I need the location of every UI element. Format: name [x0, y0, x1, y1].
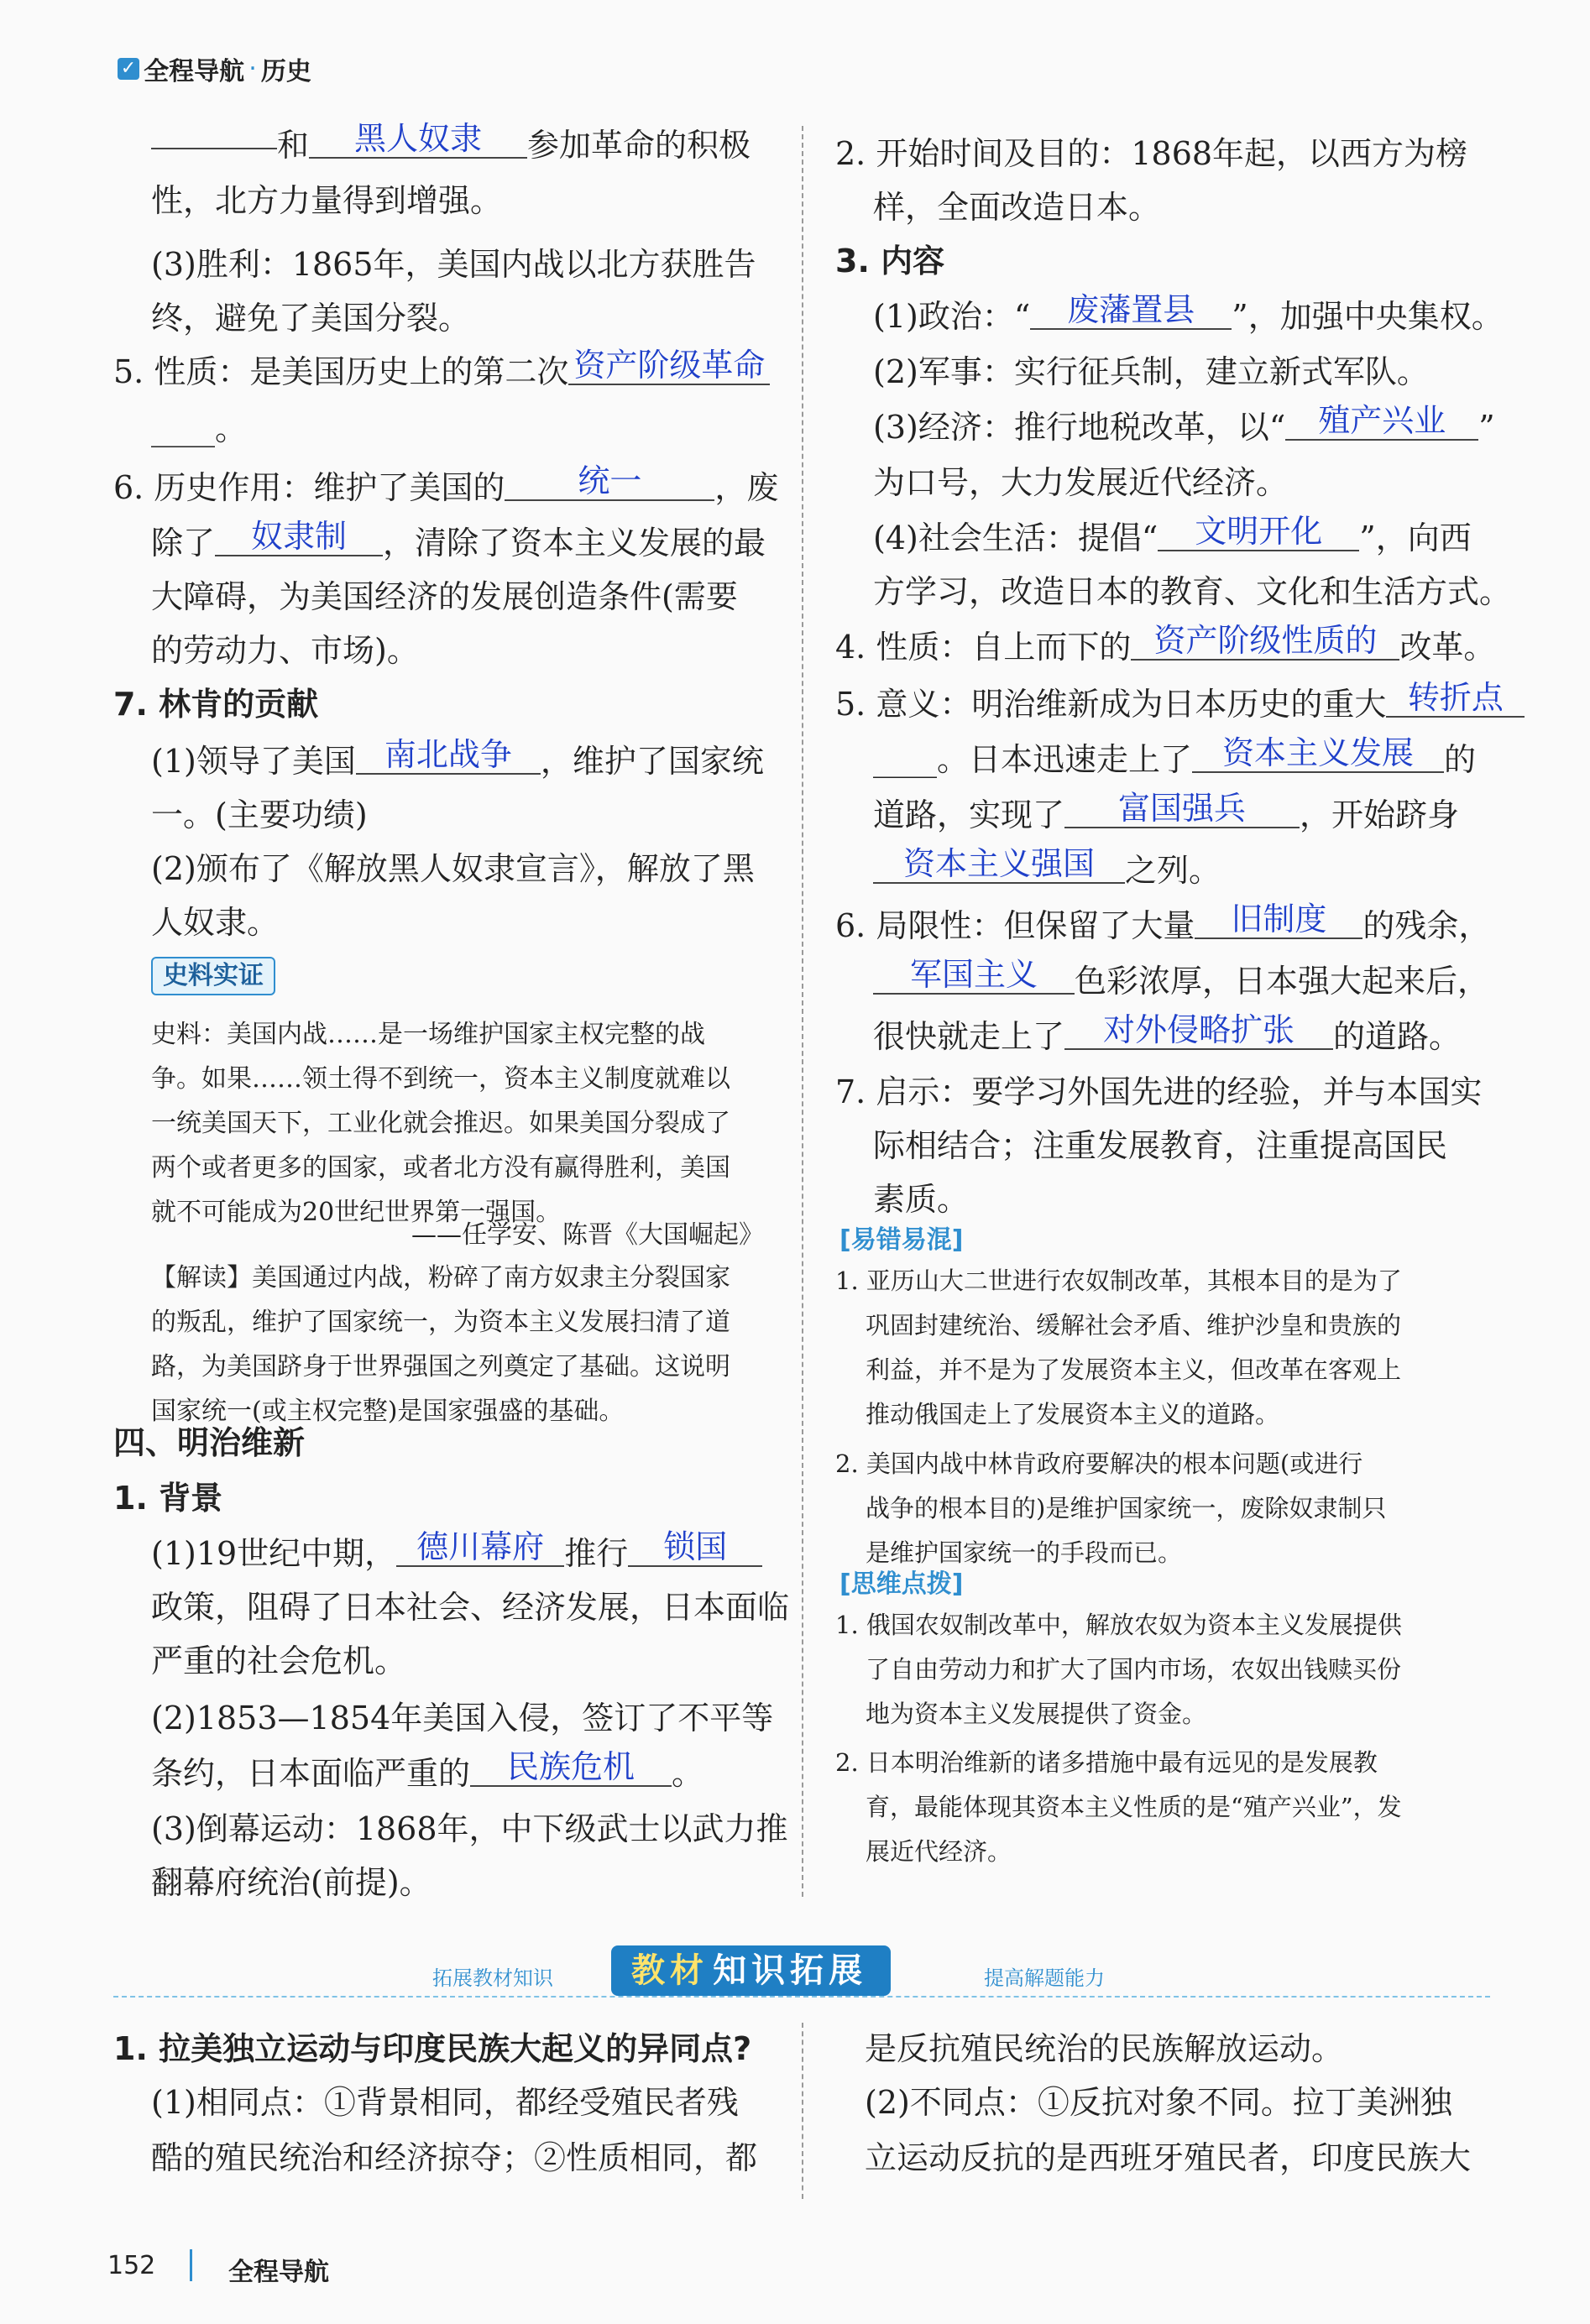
- check-icon: ✓: [118, 58, 139, 80]
- header: [118, 50, 311, 87]
- left-line-14: (2)颁布了《解放黑人奴隶宣言》，解放了黑: [151, 850, 755, 887]
- note-line: 1. 俄国农奴制改革中，解放农奴为资本主义发展提供: [835, 1611, 1402, 1639]
- left-line-15: 人奴隶。: [151, 904, 280, 941]
- right-line-17: 很快就走上了 对外侵略扩张 的道路。: [873, 1011, 1462, 1055]
- bottom-question: 1. 拉美独立运动与印度民族大起义的异同点?: [113, 2030, 752, 2067]
- right-line-13: 道路，实现了 富国强兵 ，开始跻身: [873, 790, 1460, 833]
- note-line: 了自由劳动力和扩大了国内市场，农奴出钱赎买份: [866, 1655, 1402, 1684]
- left-line-4: 终，避免了美国分裂。: [151, 300, 471, 337]
- right-line-10: 4. 性质：自上而下的 资产阶级性质的 改革。: [835, 622, 1496, 666]
- right-line-12: ____。日本迅速走上了 资本主义发展 的: [873, 734, 1477, 778]
- left-line-10: 的劳动力、市场)。: [151, 632, 419, 669]
- answer-blank: 旧制度: [1195, 901, 1362, 939]
- mistakes-2: [835, 1442, 1386, 1575]
- banner-left-text: 拓展教材知识: [432, 1966, 553, 1990]
- left-line-6: ____。: [151, 410, 248, 447]
- left-b6: (3)倒幕运动：1868年，中下级武士以武力推: [151, 1810, 788, 1847]
- note-line: 是维护国家统一的手段而已。: [866, 1538, 1183, 1567]
- source-badge: 史料实证: [151, 957, 275, 995]
- column-divider: [802, 126, 803, 1897]
- source-text: [151, 1012, 730, 1235]
- right-line-15: 6. 局限性：但保留了大量 旧制度 的残余，: [835, 901, 1491, 944]
- note-line: 1. 亚历山大二世进行农奴制改革，其根本目的是为了: [835, 1266, 1402, 1295]
- note-line: 巩固封建统治、缓解社会矛盾、维护沙皇和贵族的: [866, 1311, 1402, 1340]
- footer-divider: [190, 2249, 192, 2281]
- source-line: 史料：美国内战……是一场维护国家主权完整的战: [151, 1020, 705, 1049]
- bottom-right-1: 是反抗殖民统治的民族解放运动。: [865, 2030, 1344, 2067]
- answer-blank: 资产阶级性质的: [1131, 622, 1399, 661]
- answer-blank: 资本主义强国: [873, 845, 1125, 884]
- banner-dashline: [113, 1996, 1490, 1998]
- right-line-9: 方学习，改造日本的教育、文化和生活方式。: [873, 573, 1512, 610]
- answer-blank: 转折点: [1386, 679, 1525, 718]
- left-line-9: 大障碍，为美国经济的发展创造条件(需要: [151, 578, 738, 615]
- source-line: 争。如果……领土得不到统一，资本主义制度就难以: [151, 1064, 730, 1094]
- right-line-7: 为口号，大力发展近代经济。: [873, 464, 1289, 501]
- left-b2: 政策，阻碍了日本社会、经济发展，日本面临: [151, 1589, 790, 1626]
- header-dot: ·: [248, 54, 257, 84]
- bottom-right-3: 立运动反抗的是西班牙殖民者，印度民族大: [865, 2139, 1472, 2176]
- left-line-13: 一。(主要功绩): [151, 796, 368, 833]
- right-line-11: 5. 意义：明治维新成为日本历史的重大 转折点: [835, 676, 1525, 732]
- left-line-8: 除了 奴隶制 ，清除了资本主义发展的最: [151, 518, 766, 561]
- left-line-5: 5. 性质：是美国历史上的第二次 资产阶级革命: [113, 344, 770, 400]
- tag-thinking-tips: [思维点拨]: [839, 1569, 964, 1599]
- left-b3: 严重的社会危机。: [151, 1642, 407, 1679]
- right-line-6: (3)经济：推行地税改革，以“ 殖产兴业 ”: [873, 402, 1495, 446]
- header-title: 全程导航: [144, 57, 245, 86]
- answer-blank: 资产阶级革命: [568, 347, 770, 385]
- right-line-14: 资本主义强国 之列。: [873, 843, 1221, 898]
- section-heading-meiji: 四、明治维新: [113, 1424, 306, 1461]
- right-line-1: 2. 开始时间及目的：1868年起，以西方为榜: [835, 135, 1468, 172]
- page-number: 152: [107, 2251, 156, 2280]
- source-line: 一统美国天下，工业化就会推迟。如果美国分裂成了: [151, 1109, 730, 1138]
- answer-blank: 奴隶制: [215, 518, 383, 556]
- left-line-11: 7. 林肯的贡献: [113, 686, 319, 723]
- answer-blank: 军国主义: [873, 956, 1075, 995]
- right-line-18: 7. 启示：要学习外国先进的经验，并与本国实: [835, 1073, 1483, 1110]
- left-b5: 条约，日本面临严重的 民族危机 。: [151, 1748, 704, 1792]
- mistakes-1: [835, 1259, 1402, 1437]
- left-b7: 翻幕府统治(前提)。: [151, 1864, 431, 1901]
- footer-title: 全程导航: [228, 2258, 329, 2287]
- right-line-2: 样，全面改造日本。: [873, 189, 1161, 226]
- interp-line: 路，为美国跻身于世界强国之列奠定了基础。这说明: [151, 1352, 730, 1381]
- note-line: 育，最能体现其资本主义性质的是“殖产兴业”，发: [866, 1793, 1402, 1821]
- left-line-1: 和 黑人奴隶 参加革命的积极: [151, 118, 751, 173]
- note-line: 利益，并不是为了发展资本主义，但改革在客观上: [866, 1355, 1402, 1384]
- bottom-left-2: 酷的殖民统治和经济掠夺；②性质相同，都: [151, 2139, 758, 2176]
- right-line-20: 素质。: [873, 1181, 970, 1218]
- tips-2: [835, 1741, 1402, 1874]
- left-b4: (2)1853—1854年美国入侵，签订了不平等: [151, 1700, 774, 1736]
- note-line: 地为资本主义发展提供了资金。: [866, 1700, 1207, 1728]
- interp-line: 【解读】美国通过内战，粉碎了南方奴隶主分裂国家: [151, 1263, 730, 1293]
- bottom-left-1: (1)相同点：①背景相同，都经受殖民者残: [151, 2084, 739, 2121]
- answer-blank: 锁国: [628, 1528, 762, 1567]
- interpretation: [151, 1256, 730, 1434]
- right-line-3: 3. 内容: [835, 243, 945, 279]
- tag-easy-mistakes: [易错易混]: [839, 1225, 964, 1255]
- right-line-8: (4)社会生活：提倡“ 文明开化 ”，向西: [873, 513, 1472, 556]
- right-line-16: 军国主义 色彩浓厚，日本强大起来后，: [873, 953, 1489, 1009]
- tips-1: [835, 1603, 1402, 1736]
- answer-blank: 富国强兵: [1064, 790, 1300, 828]
- note-line: 战争的根本目的)是维护国家统一，废除奴隶制只: [866, 1494, 1387, 1522]
- right-line-5: (2)军事：实行征兵制，建立新式军队。: [873, 353, 1429, 390]
- answer-blank: 对外侵略扩张: [1064, 1011, 1333, 1050]
- answer-blank: 废藩置县: [1030, 291, 1232, 330]
- section-banner: 教材 知识拓展: [611, 1945, 891, 1996]
- answer-blank: 文明开化: [1158, 513, 1359, 551]
- answer-blank: 殖产兴业: [1285, 402, 1478, 441]
- left-line-7: 6. 历史作用：维护了美国的 统一 ，废: [113, 462, 779, 506]
- note-line: 展近代经济。: [866, 1837, 1012, 1866]
- note-line: 2. 日本明治维新的诸多措施中最有远见的是发展教: [835, 1748, 1378, 1777]
- source-line: 两个或者更多的国家，或者北方没有赢得胜利，美国: [151, 1153, 730, 1183]
- left-b1: (1)19世纪中期， 德川幕府 推行 锁国: [151, 1526, 762, 1581]
- source-author: ——任学安、陈晋《大国崛起》: [411, 1220, 764, 1250]
- answer-blank: 资本主义发展: [1192, 734, 1444, 773]
- interp-line: 的叛乱，维护了国家统一，为资本主义发展扫清了道: [151, 1308, 730, 1337]
- answer-blank: 统一: [505, 462, 714, 501]
- banner-right-text: 提高解题能力: [984, 1966, 1105, 1990]
- header-subject: 历史: [260, 57, 311, 86]
- note-line: 2. 美国内战中林肯政府要解决的根本问题(或进行: [835, 1449, 1363, 1478]
- bottom-right-2: (2)不同点：①反抗对象不同。拉丁美洲独: [865, 2084, 1452, 2121]
- right-line-19: 际相结合；注重发展教育，注重提高国民: [873, 1127, 1448, 1164]
- right-line-4: (1)政治：“ 废藩置县 ”，加强中央集权。: [873, 291, 1504, 335]
- left-line-3: (3)胜利：1865年，美国内战以北方获胜告: [151, 246, 756, 283]
- bottom-divider: [802, 2023, 803, 2199]
- answer-blank: 黑人奴隶: [309, 120, 527, 159]
- answer-blank: 德川幕府: [396, 1528, 564, 1567]
- source-line: 就不可能成为20世纪世界第一强国。: [151, 1198, 562, 1227]
- answer-blank: 民族危机: [470, 1748, 672, 1787]
- left-bg-heading: 1. 背景: [113, 1480, 223, 1517]
- left-line-2: 性，北方力量得到增强。: [151, 182, 503, 219]
- interp-line: 国家统一(或主权完整)是国家强盛的基础。: [151, 1397, 625, 1426]
- left-line-12: (1)领导了美国 南北战争 ，维护了国家统: [151, 736, 764, 780]
- note-line: 推动俄国走上了发展资本主义的道路。: [866, 1400, 1280, 1428]
- answer-blank: 南北战争: [356, 736, 541, 775]
